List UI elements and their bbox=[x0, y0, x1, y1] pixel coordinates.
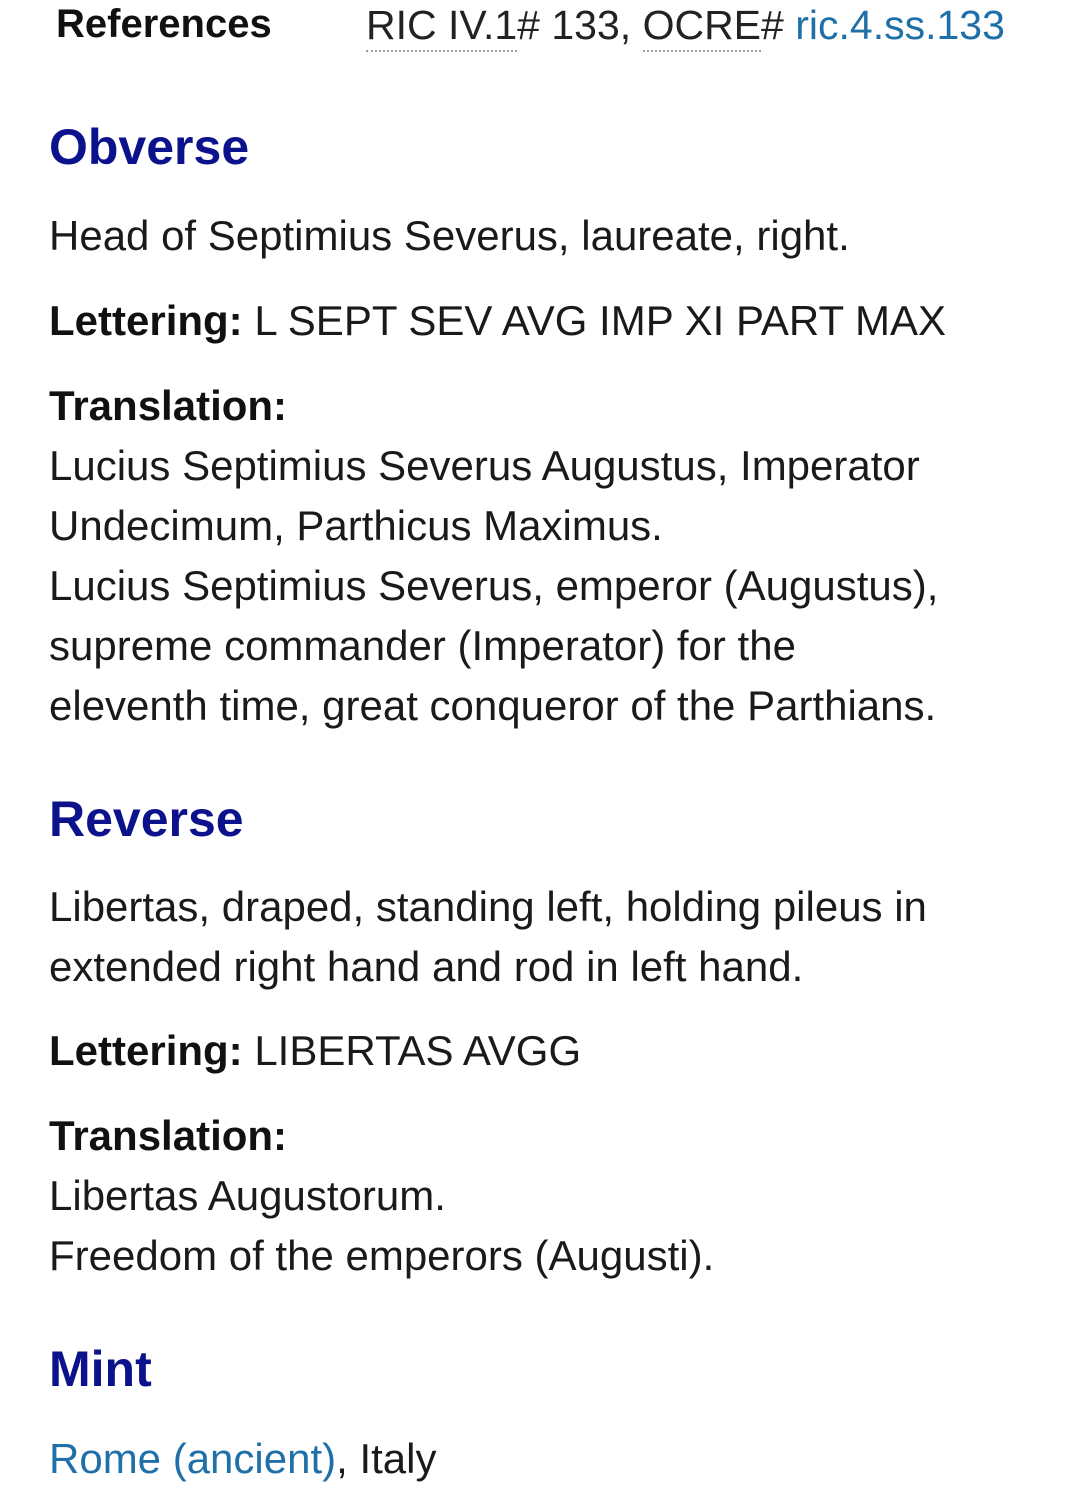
obverse-lettering bbox=[49, 291, 1020, 351]
reverse-description-line-1: Libertas, draped, standing left, holding pileus in bbox=[49, 883, 927, 930]
obverse-lettering-label: Lettering: bbox=[49, 297, 243, 344]
obverse-heading: Obverse bbox=[49, 119, 250, 175]
references-value bbox=[366, 2, 1005, 49]
reverse-heading: Reverse bbox=[49, 791, 244, 847]
obverse-translation-label: Translation: bbox=[49, 382, 288, 429]
mint-suffix: , Italy bbox=[336, 1435, 437, 1482]
reverse-translation bbox=[49, 1106, 1020, 1286]
references-row bbox=[0, 0, 1080, 58]
ocre-hash: # bbox=[761, 2, 796, 48]
reverse-lettering-label: Lettering: bbox=[49, 1027, 243, 1074]
reverse-translation-latin: Libertas Augustorum. bbox=[49, 1172, 446, 1219]
ric-abbreviation[interactable]: RIC IV.1 bbox=[366, 2, 517, 52]
obverse-description: Head of Septimius Severus, laureate, right. bbox=[49, 212, 850, 259]
reverse-description-line-2: extended right hand and rod in left hand. bbox=[49, 943, 804, 990]
obverse-translation-latin-line-1: Lucius Septimius Severus Augustus, Imperator bbox=[49, 442, 920, 489]
mint-value bbox=[49, 1429, 1020, 1489]
obverse-translation-english-line-2: supreme commander (Imperator) for the bbox=[49, 622, 796, 669]
reverse-description bbox=[49, 877, 1020, 997]
ric-number: # 133, bbox=[517, 2, 643, 48]
obverse-translation-latin-line-2: Undecimum, Parthicus Maximus. bbox=[49, 502, 663, 549]
obverse-translation-english-line-1: Lucius Septimius Severus, emperor (Augustus), bbox=[49, 562, 939, 609]
reverse-lettering bbox=[49, 1021, 1020, 1081]
obverse-translation-english-line-3: eleventh time, great conqueror of the Parthians. bbox=[49, 682, 937, 729]
reverse-translation-label: Translation: bbox=[49, 1112, 288, 1159]
obverse-lettering-value: L SEPT SEV AVG IMP XI PART MAX bbox=[242, 297, 947, 344]
mint-link[interactable]: Rome (ancient) bbox=[49, 1435, 337, 1482]
references-label: References bbox=[56, 2, 272, 46]
reverse-lettering-value: LIBERTAS AVGG bbox=[242, 1027, 582, 1074]
reverse-translation-english: Freedom of the emperors (Augusti). bbox=[49, 1232, 715, 1279]
mint-heading: Mint bbox=[49, 1341, 152, 1397]
ocre-link[interactable]: ric.4.ss.133 bbox=[795, 2, 1005, 48]
obverse-translation bbox=[49, 376, 1020, 736]
ocre-abbreviation[interactable]: OCRE bbox=[643, 2, 761, 52]
